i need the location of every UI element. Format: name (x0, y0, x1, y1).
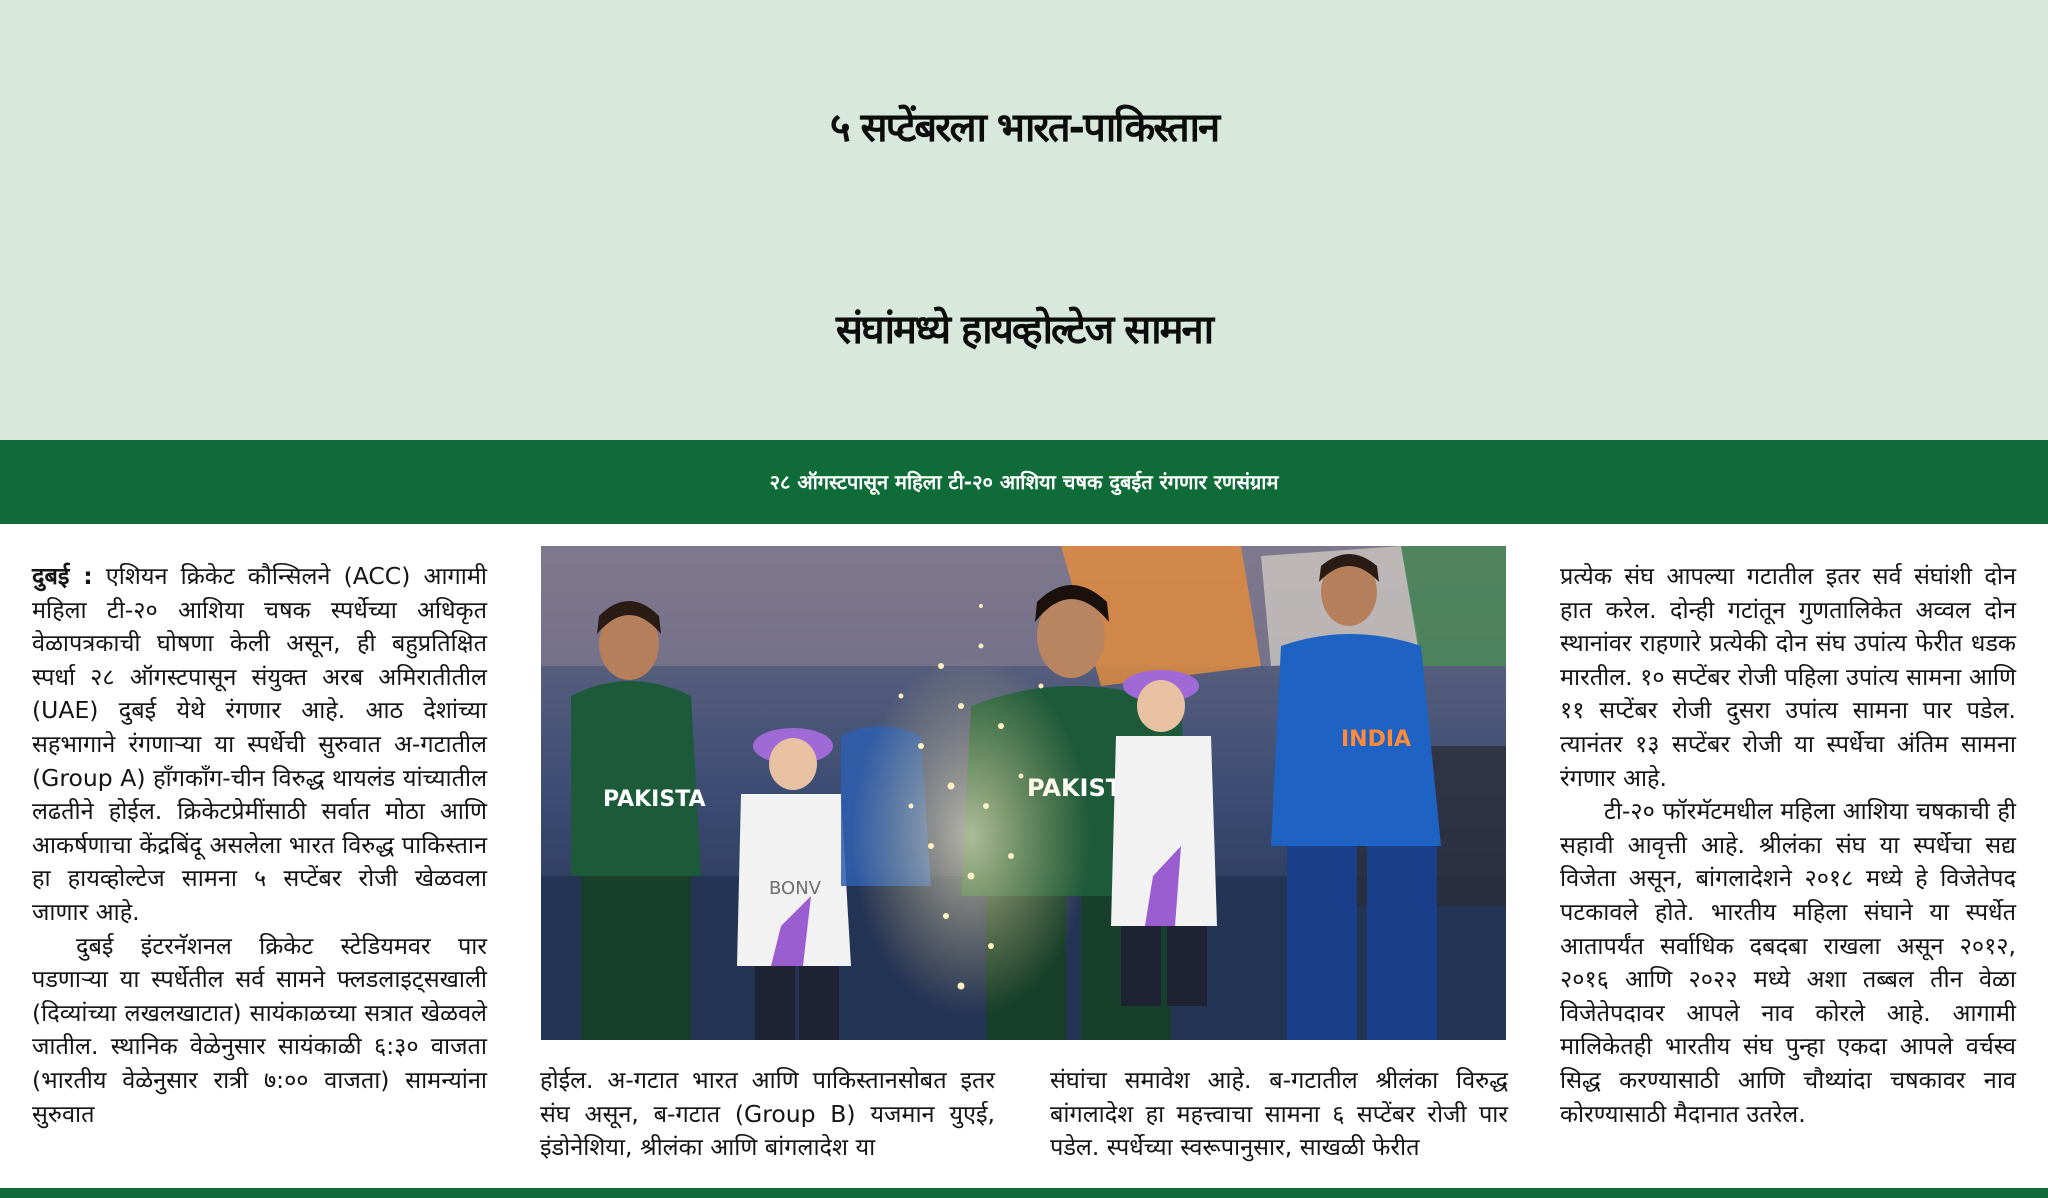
jersey-text-right: INDIA (1341, 727, 1412, 752)
article-paragraph-1 (32, 560, 487, 930)
article-mid-paragraph-2: संघांचा समावेश आहे. ब-गटातील श्रीलंका विरुद्ध बांगलादेश हा महत्त्वाचा सामना ६ सप्टेंबर रोजी पार पडेल. स्पर्धेच्या स्वरूपानुसार, साखळी फेरीत (1050, 1066, 1508, 1162)
article-column-right (1560, 560, 2016, 1172)
article-photo (541, 546, 1506, 1040)
article-paragraph-1-text: एशियन क्रिकेट कौन्सिलने (ACC) आगामी महिला टी-२० आशिया चषक स्पर्धेच्या अधिकृत वेळापत्रकाची घोषणा केली असून, ही बहुप्रतिक्षित स्पर्धा २८ ऑगस्टपासून संयुक्त अरब अमिरातीतील (UAE) दुबई येथे रंगणार आहे. आठ देशांच्या सहभागाने रंगणाऱ्या या स्पर्धेची सुरुवात अ-गटातील (Group A) हाँगकाँग-चीन विरुद्ध थायलंड यांच्यातील लढतीने होईल. क्रिकेटप्रेमींसाठी सर्वात मोठा आणि आकर्षणाचा केंद्रबिंदू असलेला भारत विरुद्ध पाकिस्तान हा हायव्होल्टेज सामना ५ सप्टेंबर रोजी खेळवला जाणार आहे. (32, 562, 487, 926)
article-right-paragraph-1: प्रत्येक संघ आपल्या गटातील इतर सर्व संघांशी दोन हात करेल. दोन्ही गटांतून गुणतालिकेत अव्वल दोन स्थानांवर राहणारे प्रत्येकी दोन संघ उपांत्य फेरीत धडक मारतील. १० सप्टेंबर रोजी पहिला उपांत्य सामना आणि ११ सप्टेंबर रोजी दुसरा उपांत्य सामना पार पडेल. त्यानंतर १३ सप्टेंबर रोजी या स्पर्धेचा अंतिम सामना रंगणार आहे. (1560, 562, 2016, 792)
jersey-text-left: PAKISTA (603, 787, 706, 812)
article-column-mid-1 (540, 1064, 995, 1172)
article-right-paragraph-2: टी-२० फॉरमॅटमधील महिला आशिया चषकाची ही सहावी आवृत्ती आहे. श्रीलंका संघ या स्पर्धेचा सद्य विजेता असून, बांगलादेशने २०१८ मध्ये हे विजेतेपद पटकावले होते. भारतीय महिला संघाने या स्पर्धेत आतापर्यंत सर्वाधिक दबदबा राखला असून २०१२, २०१६ आणि २०२२ मध्ये अशा तब्बल तीन वेळा विजेतेपदावर आपले नाव कोरले आहे. आगामी मालिकेतही भारतीय संघ पुन्हा एकदा आपले वर्चस्व सिद्ध करण्यासाठी आणि चौथ्यांदा चषकावर नाव कोरण्यासाठी मैदानात उतरेल. (1560, 797, 2016, 1128)
article-paragraph-2: दुबई इंटरनॅशनल क्रिकेट स्टेडियमवर पार पडणाऱ्या या स्पर्धेतील सर्व सामने फ्लडलाइट्सखाली (दिव्यांच्या लखलखाटात) सायंकाळच्या सत्रात खेळवले जातील. स्थानिक वेळेनुसार सायंकाळी ६:३० वाजता (भारतीय वेळेनुसार रात्री ७:०० वाजता) सामन्यांना सुरुवात (32, 931, 487, 1128)
headline-band (0, 0, 2048, 440)
kid-shirt-text: BONV (769, 878, 821, 899)
dateline: दुबई : (32, 562, 93, 590)
subheadline-bar: २८ ऑगस्टपासून महिला टी-२० आशिया चषक दुबईत रंगणार रणसंग्राम (0, 440, 2048, 524)
article-column-mid-2 (1050, 1064, 1508, 1172)
bottom-rule (0, 1188, 2048, 1198)
article-mid-paragraph-1: होईल. अ-गटात भारत आणि पाकिस्तानसोबत इतर संघ असून, ब-गटात (Group B) यजमान युएई, इंडोनेशिया, श्रीलंका आणि बांगलादेश या (540, 1066, 995, 1162)
headline-line-1: ५ सप्टेंबरला भारत-पाकिस्तान (829, 105, 1219, 151)
players-walkout-image (541, 546, 1506, 1040)
headline-line-2: संघांमध्ये हायव्होल्टेज सामना (835, 307, 1213, 353)
article-column-left (32, 560, 487, 1172)
